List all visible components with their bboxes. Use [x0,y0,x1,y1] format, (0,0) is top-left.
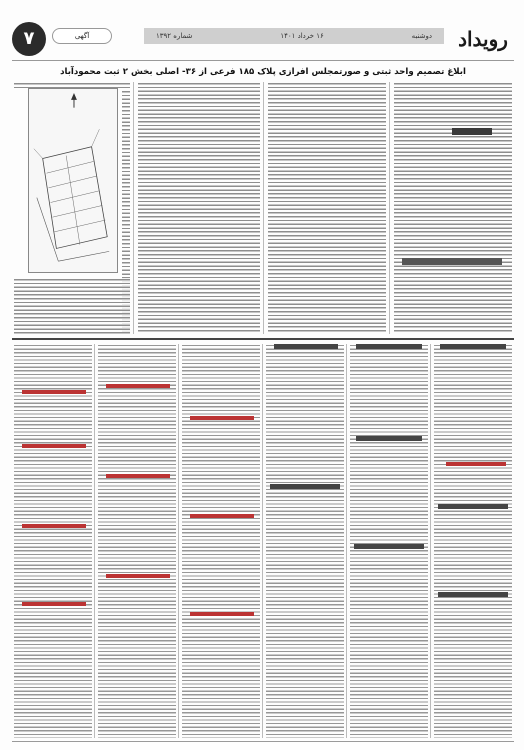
column-divider [263,82,264,334]
notice-title-bar [440,344,506,349]
issue-date: ۱۶ خرداد ۱۴۰۱ [280,32,324,40]
notice-title-bar [356,436,422,441]
parcel-map-image [28,88,118,273]
page-number: ۷ [12,22,46,56]
notice-title-bar [354,544,424,549]
column-text-block [434,344,512,738]
column-subheading [402,258,502,265]
ads-column-1 [434,344,512,738]
section-label: آگهی [52,28,112,44]
ads-column-4 [182,344,260,738]
notice-title-bar-red [22,390,86,394]
notice-title-bar-red [190,416,254,420]
newspaper-logo: رویداد [458,27,508,51]
notice-title-bar-red [22,602,86,606]
notice-title-bar-red [106,474,170,478]
column-text-block [350,344,428,738]
notice-title-bar-red [106,384,170,388]
top-column-1 [394,82,512,334]
column-divider [133,82,134,334]
notice-title-bar-red [22,524,86,528]
classified-ads-section [14,344,512,738]
column-text-block [268,82,386,334]
column-subheading [452,128,492,135]
column-text-block [394,82,512,334]
date-bar [144,28,444,44]
column-divider [430,344,431,738]
notice-title-bar-red [190,612,254,616]
column-divider [346,344,347,738]
notice-title-bar [270,484,340,489]
column-divider [178,344,179,738]
parcel-map-drawing [29,89,117,272]
column-text-block [182,344,260,738]
column-text-block [14,344,92,738]
column-text-block [266,344,344,738]
top-column-4-foot [14,278,130,334]
notice-title-bar-red [106,574,170,578]
notice-title-bar-red [22,444,86,448]
notice-title-bar-red [446,462,506,466]
column-divider [389,82,390,334]
column-text-block [138,82,260,334]
notice-title-bar [438,592,508,597]
top-column-3 [138,82,260,334]
ads-column-3 [266,344,344,738]
section-divider [12,338,514,340]
top-notice-section [14,82,512,334]
issue-number: شماره ۱۳۹۲ [156,32,193,40]
ads-column-2 [350,344,428,738]
column-divider [262,344,263,738]
notice-title-bar-red [190,514,254,518]
footer-divider [12,741,514,742]
column-divider [94,344,95,738]
main-headline: ابلاغ تصمیم واحد ثبتی و صورتمجلس افرازی پلاک ۱۸۵ فرعی از ۳۶- اصلی بخش ۲ ثبت محمودآباد [60,67,466,77]
header-divider [12,60,514,61]
notice-title-bar [356,344,422,349]
top-column-2 [268,82,386,334]
column-text-block [14,278,130,334]
issue-day: دوشنبه [411,32,432,40]
page-header [12,22,514,58]
notice-title-bar [274,344,338,349]
notice-title-bar [438,504,508,509]
ads-column-6 [14,344,92,738]
ads-column-5 [98,344,176,738]
column-text-block [98,344,176,738]
